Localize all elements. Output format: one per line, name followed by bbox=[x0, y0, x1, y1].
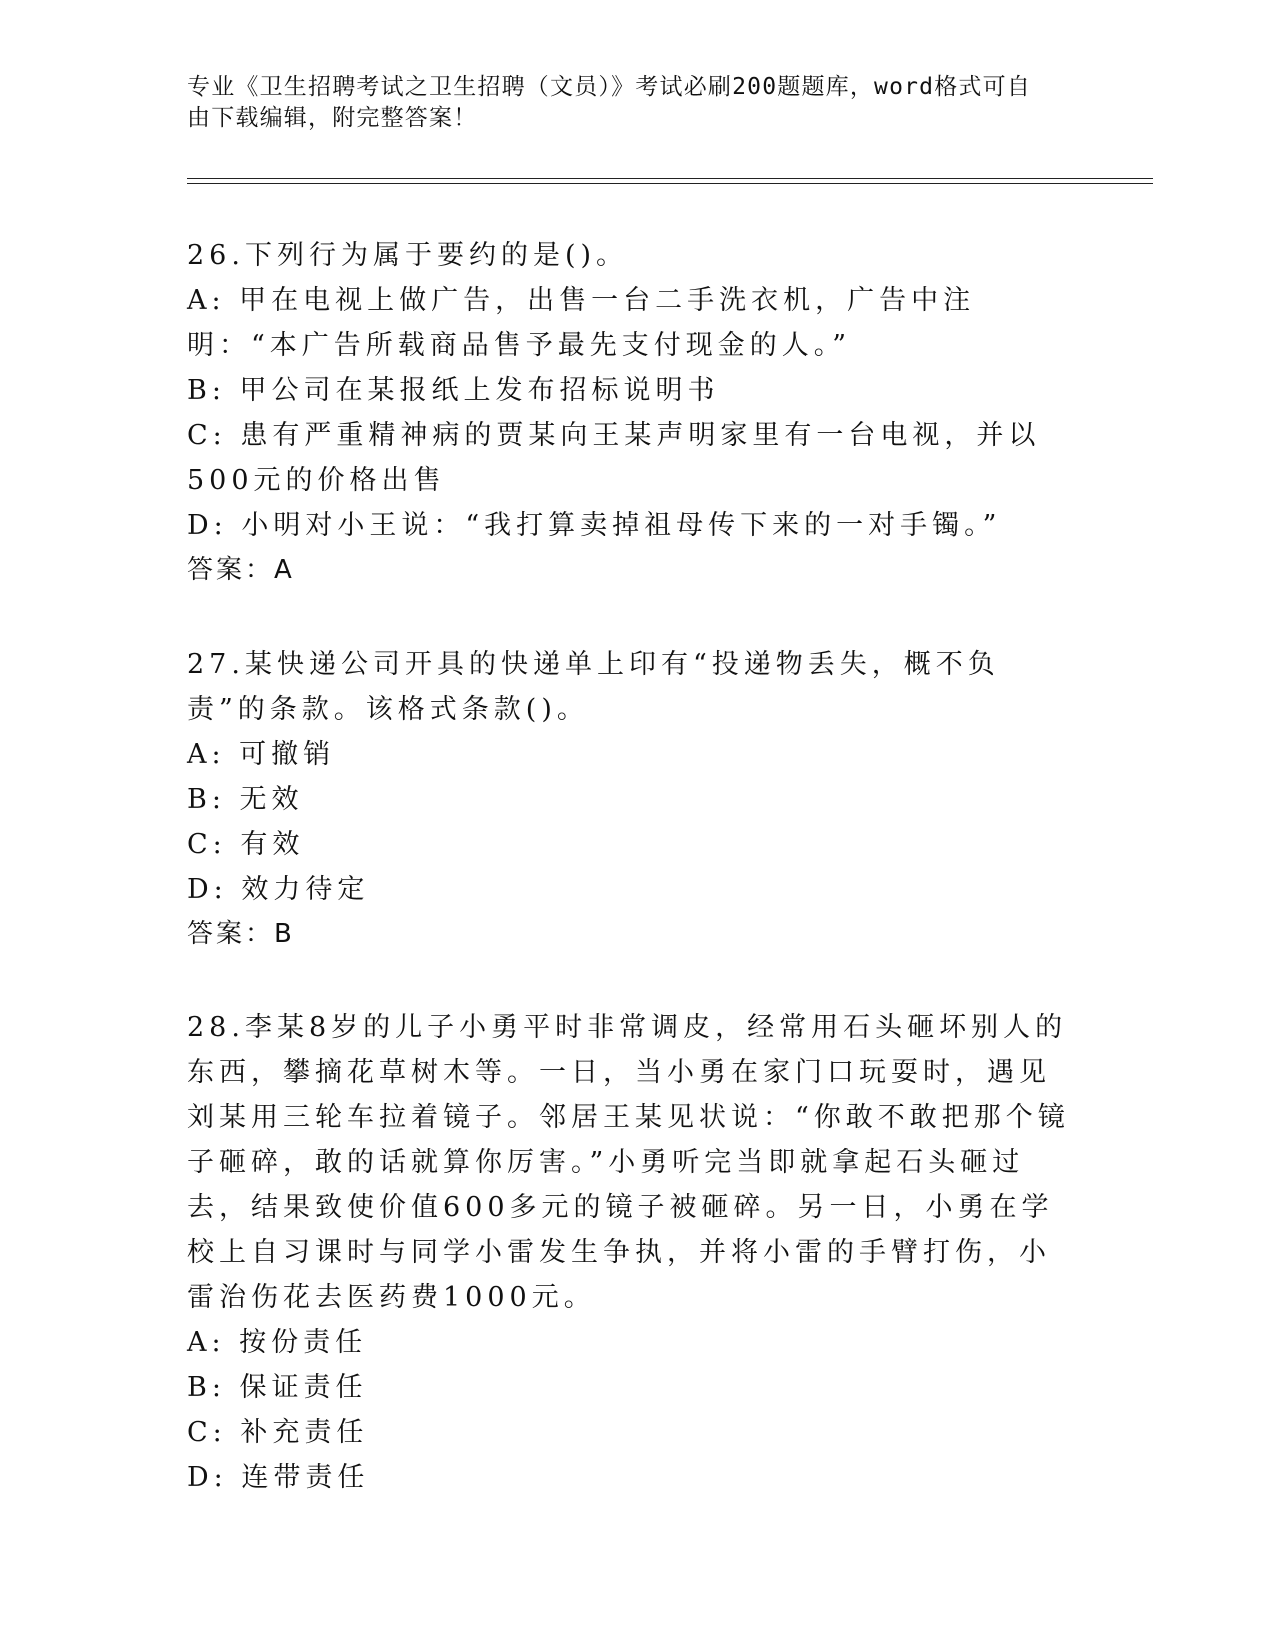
option-b: B: 无效 bbox=[187, 784, 304, 815]
question-stem: 28.李某8岁的儿子小勇平时非常调皮，经常用石头砸坏别人的东西，攀摘花草树木等。一日，当小勇在家门口玩耍时，遇见刘某用三轮车拉着镜子。邻居王某见状说：“你敢不敢把那个镜子砸碎，敢的话就算你厉害。”小勇听完当即就拿起石头砸过去，结果致使价值600多元的镜子被砸碎。另一日，小勇在学校上自习课时与同学小雷发生争执，并将小雷的手臂打伤，小雷治伤花去医药费1000元。 bbox=[187, 1012, 1070, 1313]
option-b: B: 保证责任 bbox=[187, 1372, 368, 1403]
header-divider-bottom bbox=[187, 183, 1153, 184]
answer-label: 答案：A bbox=[187, 555, 295, 585]
option-c: C: 补充责任 bbox=[187, 1417, 369, 1448]
option-c: C: 有效 bbox=[187, 829, 305, 860]
question-26 bbox=[187, 233, 1077, 593]
question-28 bbox=[187, 1005, 1077, 1500]
header-line-2: 由下载编辑，附完整答案！ bbox=[187, 105, 478, 131]
header-divider-top bbox=[187, 178, 1153, 179]
option-d: D: 小明对小王说：“我打算卖掉祖母传下来的一对手镯。” bbox=[187, 510, 1002, 541]
document-header bbox=[187, 72, 1067, 134]
question-27 bbox=[187, 642, 1077, 957]
header-line-1: 专业《卫生招聘考试之卫生招聘（文员）》考试必刷200题题库，word格式可自 bbox=[187, 74, 1032, 100]
option-c: C: 患有严重精神病的贾某向王某声明家里有一台电视，并以500元的价格出售 bbox=[187, 420, 1041, 496]
question-stem: 26.下列行为属于要约的是()。 bbox=[187, 240, 629, 271]
question-stem: 27.某快递公司开具的快递单上印有“投递物丢失，概不负责”的条款。该格式条款()。 bbox=[187, 649, 1000, 725]
option-a: A: 可撤销 bbox=[187, 739, 336, 770]
answer-label: 答案：B bbox=[187, 919, 295, 949]
option-b: B: 甲公司在某报纸上发布招标说明书 bbox=[187, 375, 720, 406]
option-a: A: 甲在电视上做广告，出售一台二手洗衣机，广告中注明：“本广告所载商品售予最先支付现金的人。” bbox=[187, 285, 976, 361]
option-d: D: 连带责任 bbox=[187, 1462, 370, 1493]
option-a: A: 按份责任 bbox=[187, 1327, 368, 1358]
option-d: D: 效力待定 bbox=[187, 874, 370, 905]
